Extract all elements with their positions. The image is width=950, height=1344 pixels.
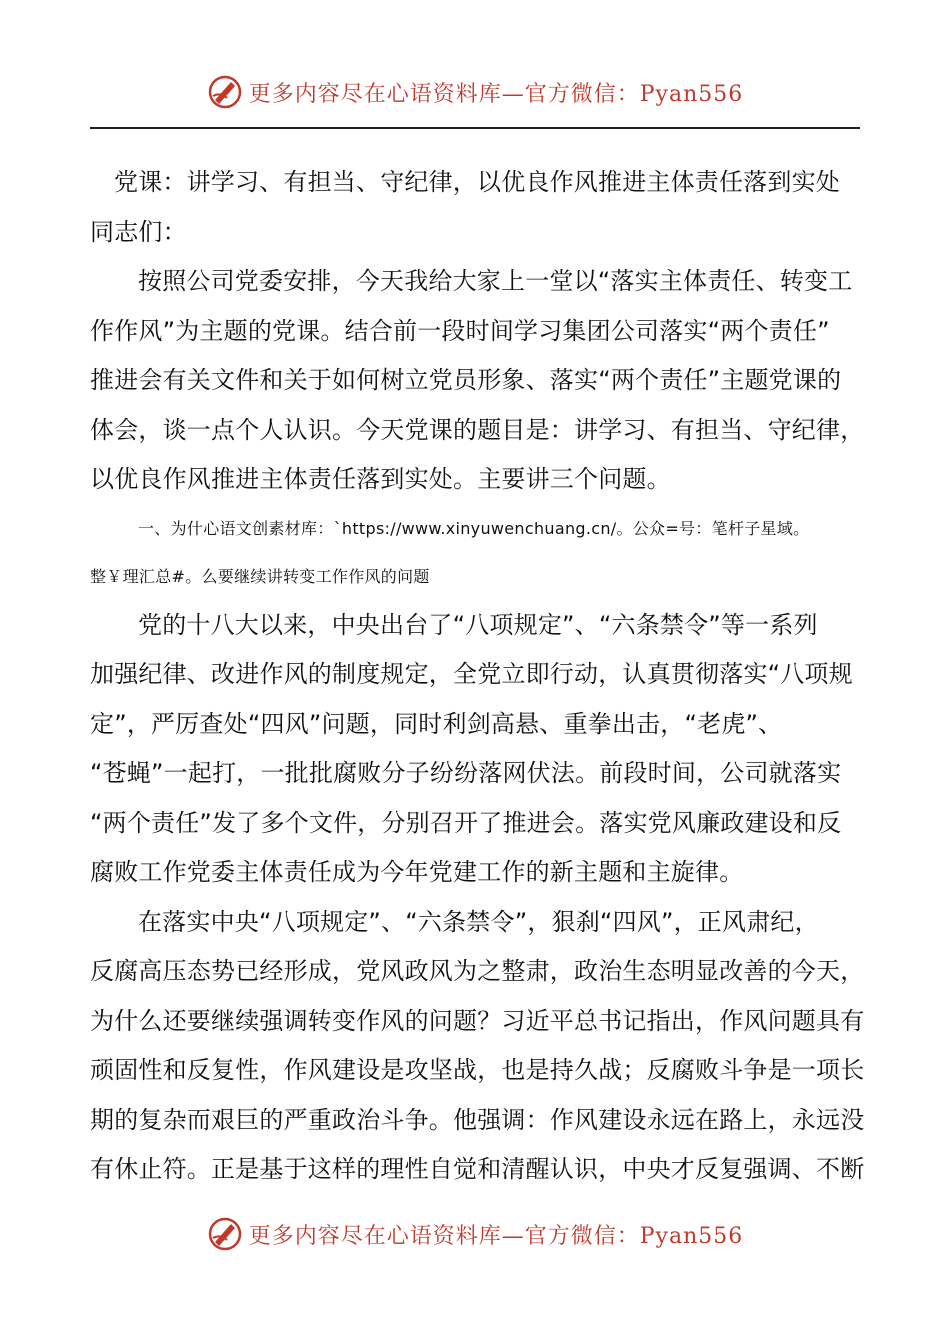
pen-circle-logo-icon	[207, 1216, 243, 1252]
text-line: 加强纪律、改进作风的制度规定，全党立即行动，认真贯彻落实“八项规	[90, 660, 853, 688]
text-line: 期的复杂而艰巨的严重政治斗争。他强调：作风建设永远在路上，永远没	[90, 1105, 865, 1134]
document-title: 党课：讲学习、有担当、守纪律，以优良作风推进主体责任落到实处	[114, 168, 840, 196]
heading-line: 整￥理汇总#。么要继续讲转变工作作风的问题	[90, 566, 430, 586]
heading-line: 一、为什心语文创素材库：`https://www.xinyuwenchuang.cn/。公众=号：笔杆子星域。	[138, 518, 810, 538]
text-line: 体会，谈一点个人认识。今天党课的题目是：讲学习、有担当、守纪律，	[90, 415, 865, 444]
banner-text: 更多内容尽在心语资料库—官方微信：Pyan556	[248, 1223, 744, 1249]
text-line: 作作风”为主题的党课。结合前一段时间学习集团公司落实“两个责任”	[90, 316, 830, 345]
text-line: 推进会有关文件和关于如何树立党员形象、落实“两个责任”主题党课的	[90, 366, 842, 394]
text-line: 顽固性和反复性，作风建设是攻坚战，也是持久战；反腐败斗争是一项长	[90, 1056, 865, 1084]
text-line: “苍蝇”一起打，一批批腐败分子纷纷落网伏法。前段时间，公司就落实	[90, 759, 842, 787]
text-line: 为什么还要继续强调转变作风的问题？习近平总书记指出，作风问题具有	[90, 1006, 865, 1035]
text-line: 反腐高压态势已经形成，党风政风为之整肃，政治生态明显改善的今天，	[90, 957, 865, 985]
text-line: 定”，严厉查处“四风”问题，同时利剑高悬、重拳出击，“老虎”、	[90, 709, 783, 738]
text-line: 腐败工作党委主体责任成为今年党建工作的新主题和主旋律。	[90, 858, 744, 886]
header-banner	[0, 70, 950, 114]
text-line: 有休止符。正是基于这样的理性自觉和清醒认识，中央才反复强调、不断	[90, 1155, 865, 1183]
header-divider	[90, 127, 860, 129]
salutation: 同志们：	[90, 217, 187, 246]
text-line: 在落实中央“八项规定”、“六条禁令”，狠刹“四风”，正风肃纪，	[138, 907, 819, 936]
paragraph-1	[90, 257, 865, 505]
text-line: 按照公司党委安排，今天我给大家上一堂以“落实主体责任、转变工	[138, 267, 853, 295]
paragraph-2	[90, 601, 865, 898]
text-line: 以优良作风推进主体责任落到实处。主要讲三个问题。	[90, 465, 671, 493]
pen-circle-logo-icon	[207, 74, 243, 110]
banner-text: 更多内容尽在心语资料库—官方微信：Pyan556	[248, 81, 744, 107]
text-line: 党的十八大以来，中央出台了“八项规定”、“六条禁令”等一系列	[138, 610, 818, 639]
paragraph-3	[90, 898, 865, 1195]
footer-banner	[0, 1212, 950, 1256]
text-line: “两个责任”发了多个文件，分别召开了推进会。落实党风廉政建设和反	[90, 808, 842, 837]
document-body	[90, 158, 865, 1195]
section-heading	[90, 505, 865, 601]
